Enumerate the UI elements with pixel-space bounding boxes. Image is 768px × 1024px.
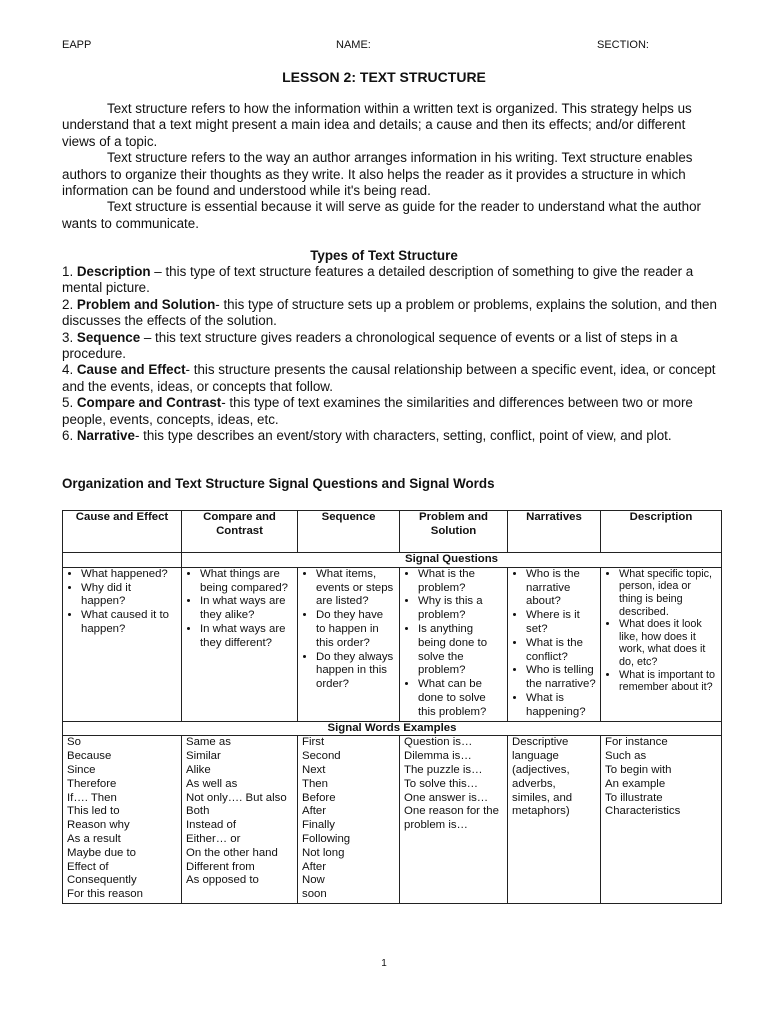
type-item: 2. Problem and Solution- this type of structure sets up a problem or problems, explains the solution, and then discusses the effects of the solution. (62, 296, 717, 329)
signal-word: Different from (186, 860, 255, 873)
name-label: NAME: (336, 39, 371, 51)
signal-question: • What specific topic, person, idea or thing is being described. (619, 568, 717, 618)
signal-word: To begin with (605, 763, 672, 776)
signal-word: If…. Then (67, 791, 117, 804)
column-header: Cause and Effect (63, 511, 182, 553)
type-item: 6. Narrative- this type describes an event/story with characters, setting, conflict, point of view, and plot. (62, 428, 672, 444)
signal-word: Before (302, 791, 336, 804)
signal-word: First (302, 736, 325, 749)
signal-word: So (67, 736, 81, 749)
type-item: 3. Sequence – this text structure gives readers a chronological sequence of events or a list of steps in a procedure. (62, 329, 678, 362)
types-heading: Types of Text Structure (310, 248, 458, 263)
signal-question: • Why did it happen? (81, 582, 177, 610)
question-list (605, 568, 717, 694)
signal-questions-band (63, 553, 722, 568)
signal-word: Since (67, 763, 96, 776)
table-header-row (63, 511, 722, 553)
signal-word: On the other hand (186, 846, 278, 859)
signal-word: The puzzle is… (404, 763, 483, 776)
column-header: Problem and Solution (400, 511, 508, 553)
signal-word: After (302, 805, 327, 818)
signal-word: Descriptive language (adjectives, adverbs, similes, and metaphors) (512, 736, 573, 818)
signal-word: Question is… (404, 736, 473, 749)
signal-question: • What can be done to solve this problem? (418, 678, 503, 719)
signal-question: • What is the problem? (418, 568, 503, 596)
signal-word: Finally (302, 819, 335, 832)
signal-word: One answer is… (404, 791, 489, 804)
type-item: 4. Cause and Effect- this structure presents the causal relationship between a specific event, idea, or concept and the events, ideas, or concepts that follow. (62, 362, 716, 394)
signal-question: • What is the conflict? (526, 637, 596, 665)
signal-question: • What is important to remember about it? (619, 669, 717, 694)
signal-question: • What things are being compared? (200, 568, 293, 596)
section-label: SECTION: (597, 39, 649, 51)
signal-question: • What is happening? (526, 692, 596, 720)
type-term: Description (76, 264, 151, 279)
signal-word: soon (302, 888, 327, 901)
type-term: Problem and Solution (76, 296, 216, 312)
question-list (404, 568, 503, 720)
signal-word: Now (302, 874, 325, 887)
paragraph: Text structure is essential because it will serve as guide for the reader to understand what the author wants to communicate. (62, 199, 701, 231)
signal-word: Effect of (67, 860, 109, 873)
signal-word: For instance (605, 736, 668, 749)
signal-word: Such as (605, 750, 647, 763)
paragraph: Text structure refers to the way an author arranges information in his writing. Text structure enables authors to organize their thoughts as they write. It also helps the reader as it provides a structure in which information can be found and understood while it's being read. (62, 150, 693, 199)
types-list (62, 264, 722, 444)
signal-word: Similar (186, 750, 221, 763)
signal-words-band (63, 721, 722, 736)
signal-word: Consequently (67, 874, 137, 887)
words-row (63, 736, 722, 904)
column-header: Sequence (298, 511, 400, 553)
word-list (601, 736, 722, 904)
signal-word: Then (302, 777, 328, 790)
type-term: Sequence (76, 329, 141, 345)
signal-word: As opposed to (186, 874, 259, 887)
signal-word: Not only…. But also (186, 791, 287, 804)
question-list (512, 568, 596, 720)
signal-word: Not long (302, 846, 345, 859)
type-item: 5. Compare and Contrast- this type of text examines the similarities and differences between two or more people, events, concepts, ideas, etc. (62, 395, 693, 427)
word-list (508, 736, 601, 904)
signal-word: Either… or (186, 832, 241, 845)
signal-question: • Do they always happen in this order? (316, 651, 395, 692)
signal-word: Second (302, 750, 341, 763)
page-header (62, 39, 706, 53)
signal-question: • Is anything being done to solve the problem? (418, 623, 503, 678)
column-header: Description (601, 511, 722, 553)
signal-word: Characteristics (605, 805, 681, 818)
subject-label: EAPP (62, 39, 92, 51)
signal-word: As a result (67, 832, 121, 845)
lesson-title: LESSON 2: TEXT STRUCTURE (282, 69, 486, 85)
signal-word: One reason for the problem is… (404, 805, 499, 832)
question-list (302, 568, 395, 692)
signal-question: • Do they have to happen in this order? (316, 609, 395, 650)
signal-question: • In what ways are they alike? (200, 595, 293, 623)
paragraph: Text structure refers to how the information within a written text is organized. This strategy helps us understand that a text might present a main idea and details; a cause and then its effects; and/or different views of a topic. (62, 101, 692, 149)
signal-question: • What happened? (81, 568, 177, 582)
signal-word: Following (302, 832, 351, 845)
signal-question: • Why is this a problem? (418, 595, 503, 623)
signal-word: As well as (186, 777, 238, 790)
signal-word: Maybe due to (67, 846, 137, 859)
word-list (400, 736, 508, 904)
signal-word: Same as (186, 736, 231, 749)
signal-word: Alike (186, 763, 211, 776)
question-list (186, 568, 293, 651)
signal-word: Instead of (186, 819, 237, 832)
type-term: Narrative (76, 428, 135, 444)
signal-word: Therefore (67, 777, 117, 790)
organization-heading: Organization and Text Structure Signal Questions and Signal Words (62, 476, 495, 491)
signal-question: • What does it look like, how does it work, what does it do, etc? (619, 618, 717, 668)
signal-word: Dilemma is… (404, 750, 472, 763)
signal-question: • What items, events or steps are listed? (316, 568, 395, 609)
column-header: Narratives (508, 511, 601, 553)
signal-question: • Who is telling the narrative? (526, 664, 596, 692)
type-term: Compare and Contrast (76, 395, 222, 411)
type-term: Cause and Effect (76, 362, 186, 378)
signal-question: • Who is the narrative about? (526, 568, 596, 609)
word-list (298, 736, 400, 904)
word-list (182, 736, 298, 904)
signal-word: To illustrate (605, 791, 663, 804)
signal-question: • What caused it to happen? (81, 609, 177, 637)
signal-words-label: Signal Words Examples (63, 721, 722, 736)
column-header: Compare and Contrast (182, 511, 298, 553)
type-item: 1. Description – this type of text structure features a detailed description of something to give the reader a mental picture. (62, 264, 694, 296)
signal-word: After (302, 860, 327, 873)
questions-row (63, 567, 722, 721)
signal-questions-label: Signal Questions (182, 553, 722, 568)
question-list (67, 568, 177, 637)
signal-word: To solve this… (404, 777, 479, 790)
word-list (63, 736, 182, 904)
signal-word: Because (67, 750, 112, 763)
signal-word: For this reason (67, 888, 143, 901)
signal-word: Both (186, 805, 210, 818)
signal-word: An example (605, 777, 666, 790)
page-number: 1 (381, 958, 387, 969)
signal-question: • Where is it set? (526, 609, 596, 637)
intro-text (62, 101, 722, 232)
signal-table (62, 510, 722, 904)
signal-word: Reason why (67, 819, 130, 832)
signal-question: • In what ways are they different? (200, 623, 293, 651)
signal-word: This led to (67, 805, 120, 818)
signal-word: Next (302, 763, 326, 776)
